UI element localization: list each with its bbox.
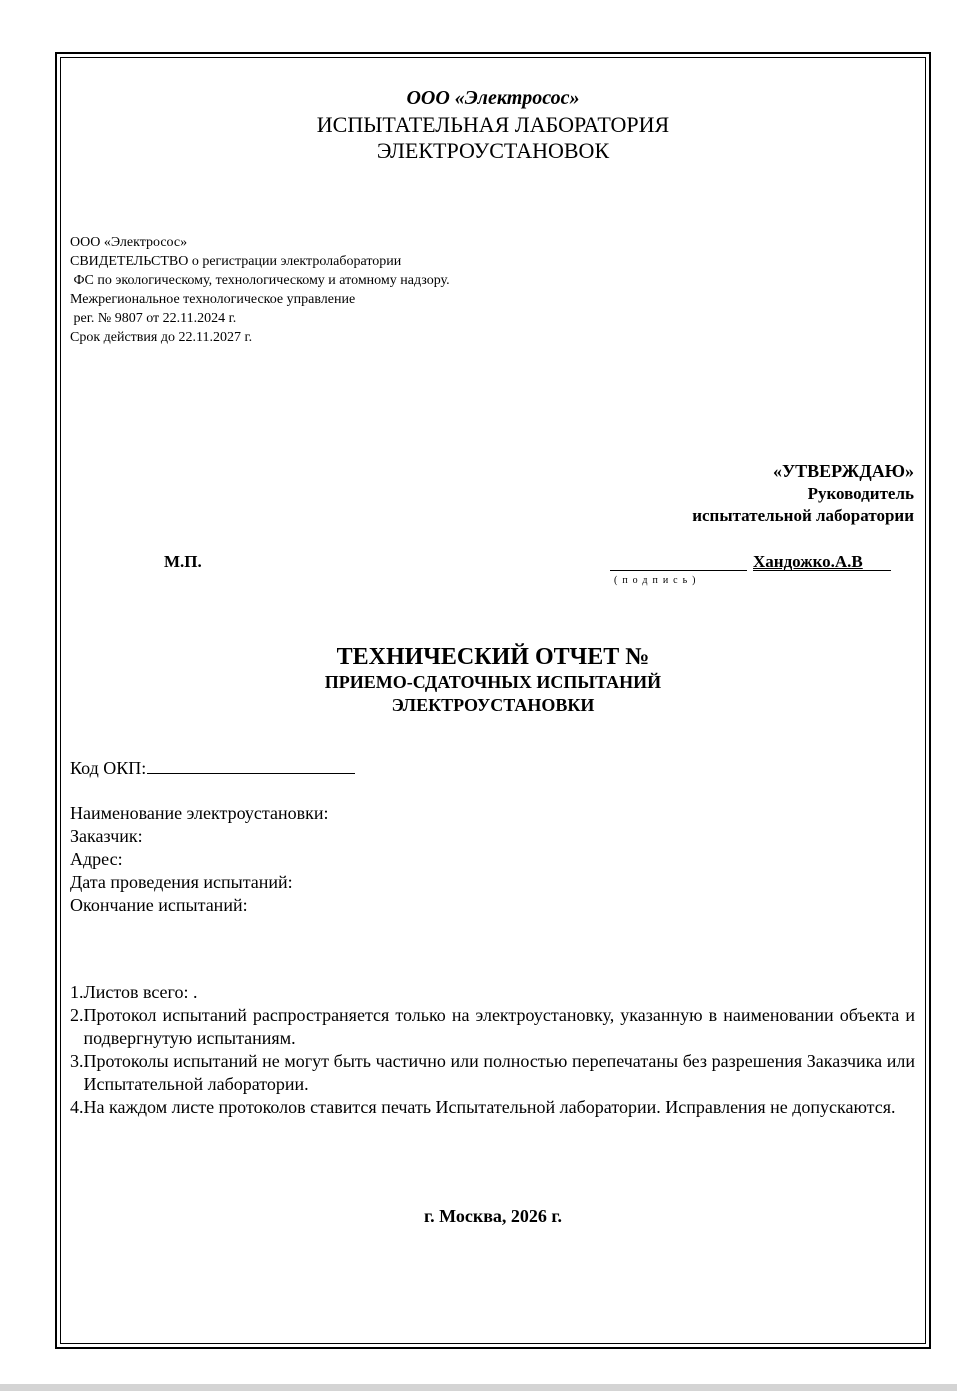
signer-name: Хандожко.А.В: [753, 552, 863, 571]
report-subtitle-line1: ПРИЕМО-СДАТОЧНЫХ ИСПЫТАНИЙ: [324, 672, 662, 692]
note-item: [70, 981, 915, 1004]
certificate-line: СВИДЕТЕЛЬСТВО о регистрации электролаборатории: [70, 254, 402, 269]
okp-code-label: Код ОКП:: [70, 758, 147, 778]
certificate-line: Срок действия до 22.11.2027 г.: [70, 330, 253, 345]
notes-list: [70, 981, 915, 1119]
lab-title-line1: ИСПЫТАТЕЛЬНАЯ ЛАБОРАТОРИЯ: [316, 112, 670, 137]
test-end-label: Окончание испытаний:: [70, 895, 248, 915]
customer-label: Заказчик:: [70, 826, 143, 846]
report-title: ТЕХНИЧЕСКИЙ ОТЧЕТ №: [336, 644, 650, 670]
note-item: [70, 1050, 915, 1096]
approver-role-line1: Руководитель: [807, 484, 914, 503]
approve-title: «УТВЕРЖДАЮ»: [772, 461, 914, 481]
note-number: 2.: [70, 1005, 84, 1025]
note-number: 3.: [70, 1051, 84, 1071]
okp-code-field: [70, 757, 355, 779]
okp-code-blank: [147, 757, 355, 774]
note-text: Листов всего: .: [83, 982, 198, 1002]
installation-name-label: Наименование электроустановки:: [70, 803, 329, 823]
approver-role-line2: испытательной лаборатории: [692, 506, 914, 525]
report-subtitle-line2: ЭЛЕКТРОУСТАНОВКИ: [391, 695, 595, 715]
city-year: г. Москва, 2026 г.: [423, 1206, 563, 1226]
address-label: Адрес:: [70, 849, 123, 869]
certificate-line: ФС по экологическому, технологическому и атомному надзору.: [70, 273, 450, 288]
certificate-line: рег. № 9807 от 22.11.2024 г.: [70, 311, 237, 326]
organization-name: ООО «Электросос»: [406, 87, 580, 109]
note-text: Протоколы испытаний не могут быть частично или полностью перепечатаны без разрешения Заказчика или Испытательной лаборатории.: [83, 1051, 915, 1094]
note-text: На каждом листе протоколов ставится печать Испытательной лаборатории. Исправления не допускаются.: [83, 1097, 896, 1117]
note-text: Протокол испытаний распространяется только на электроустановку, указанную в наименовании объекта и подвергнутую испытаниям.: [83, 1005, 915, 1048]
lab-title-line2: ЭЛЕКТРОУСТАНОВОК: [376, 138, 610, 163]
viewer-bottom-bar: [0, 1384, 957, 1391]
note-item: [70, 1096, 915, 1119]
signature-caption: (подпись): [614, 575, 701, 586]
test-date-label: Дата проведения испытаний:: [70, 872, 293, 892]
note-number: 1.: [70, 982, 84, 1002]
note-item: [70, 1004, 915, 1050]
certificate-block: [70, 233, 450, 347]
signature-line: [610, 570, 747, 571]
certificate-line: Межрегиональное технологическое управление: [70, 292, 356, 307]
certificate-line: ООО «Электросос»: [70, 235, 188, 250]
signer-underline: [753, 570, 891, 571]
note-number: 4.: [70, 1097, 84, 1117]
stamp-place-label: М.П.: [164, 552, 202, 571]
